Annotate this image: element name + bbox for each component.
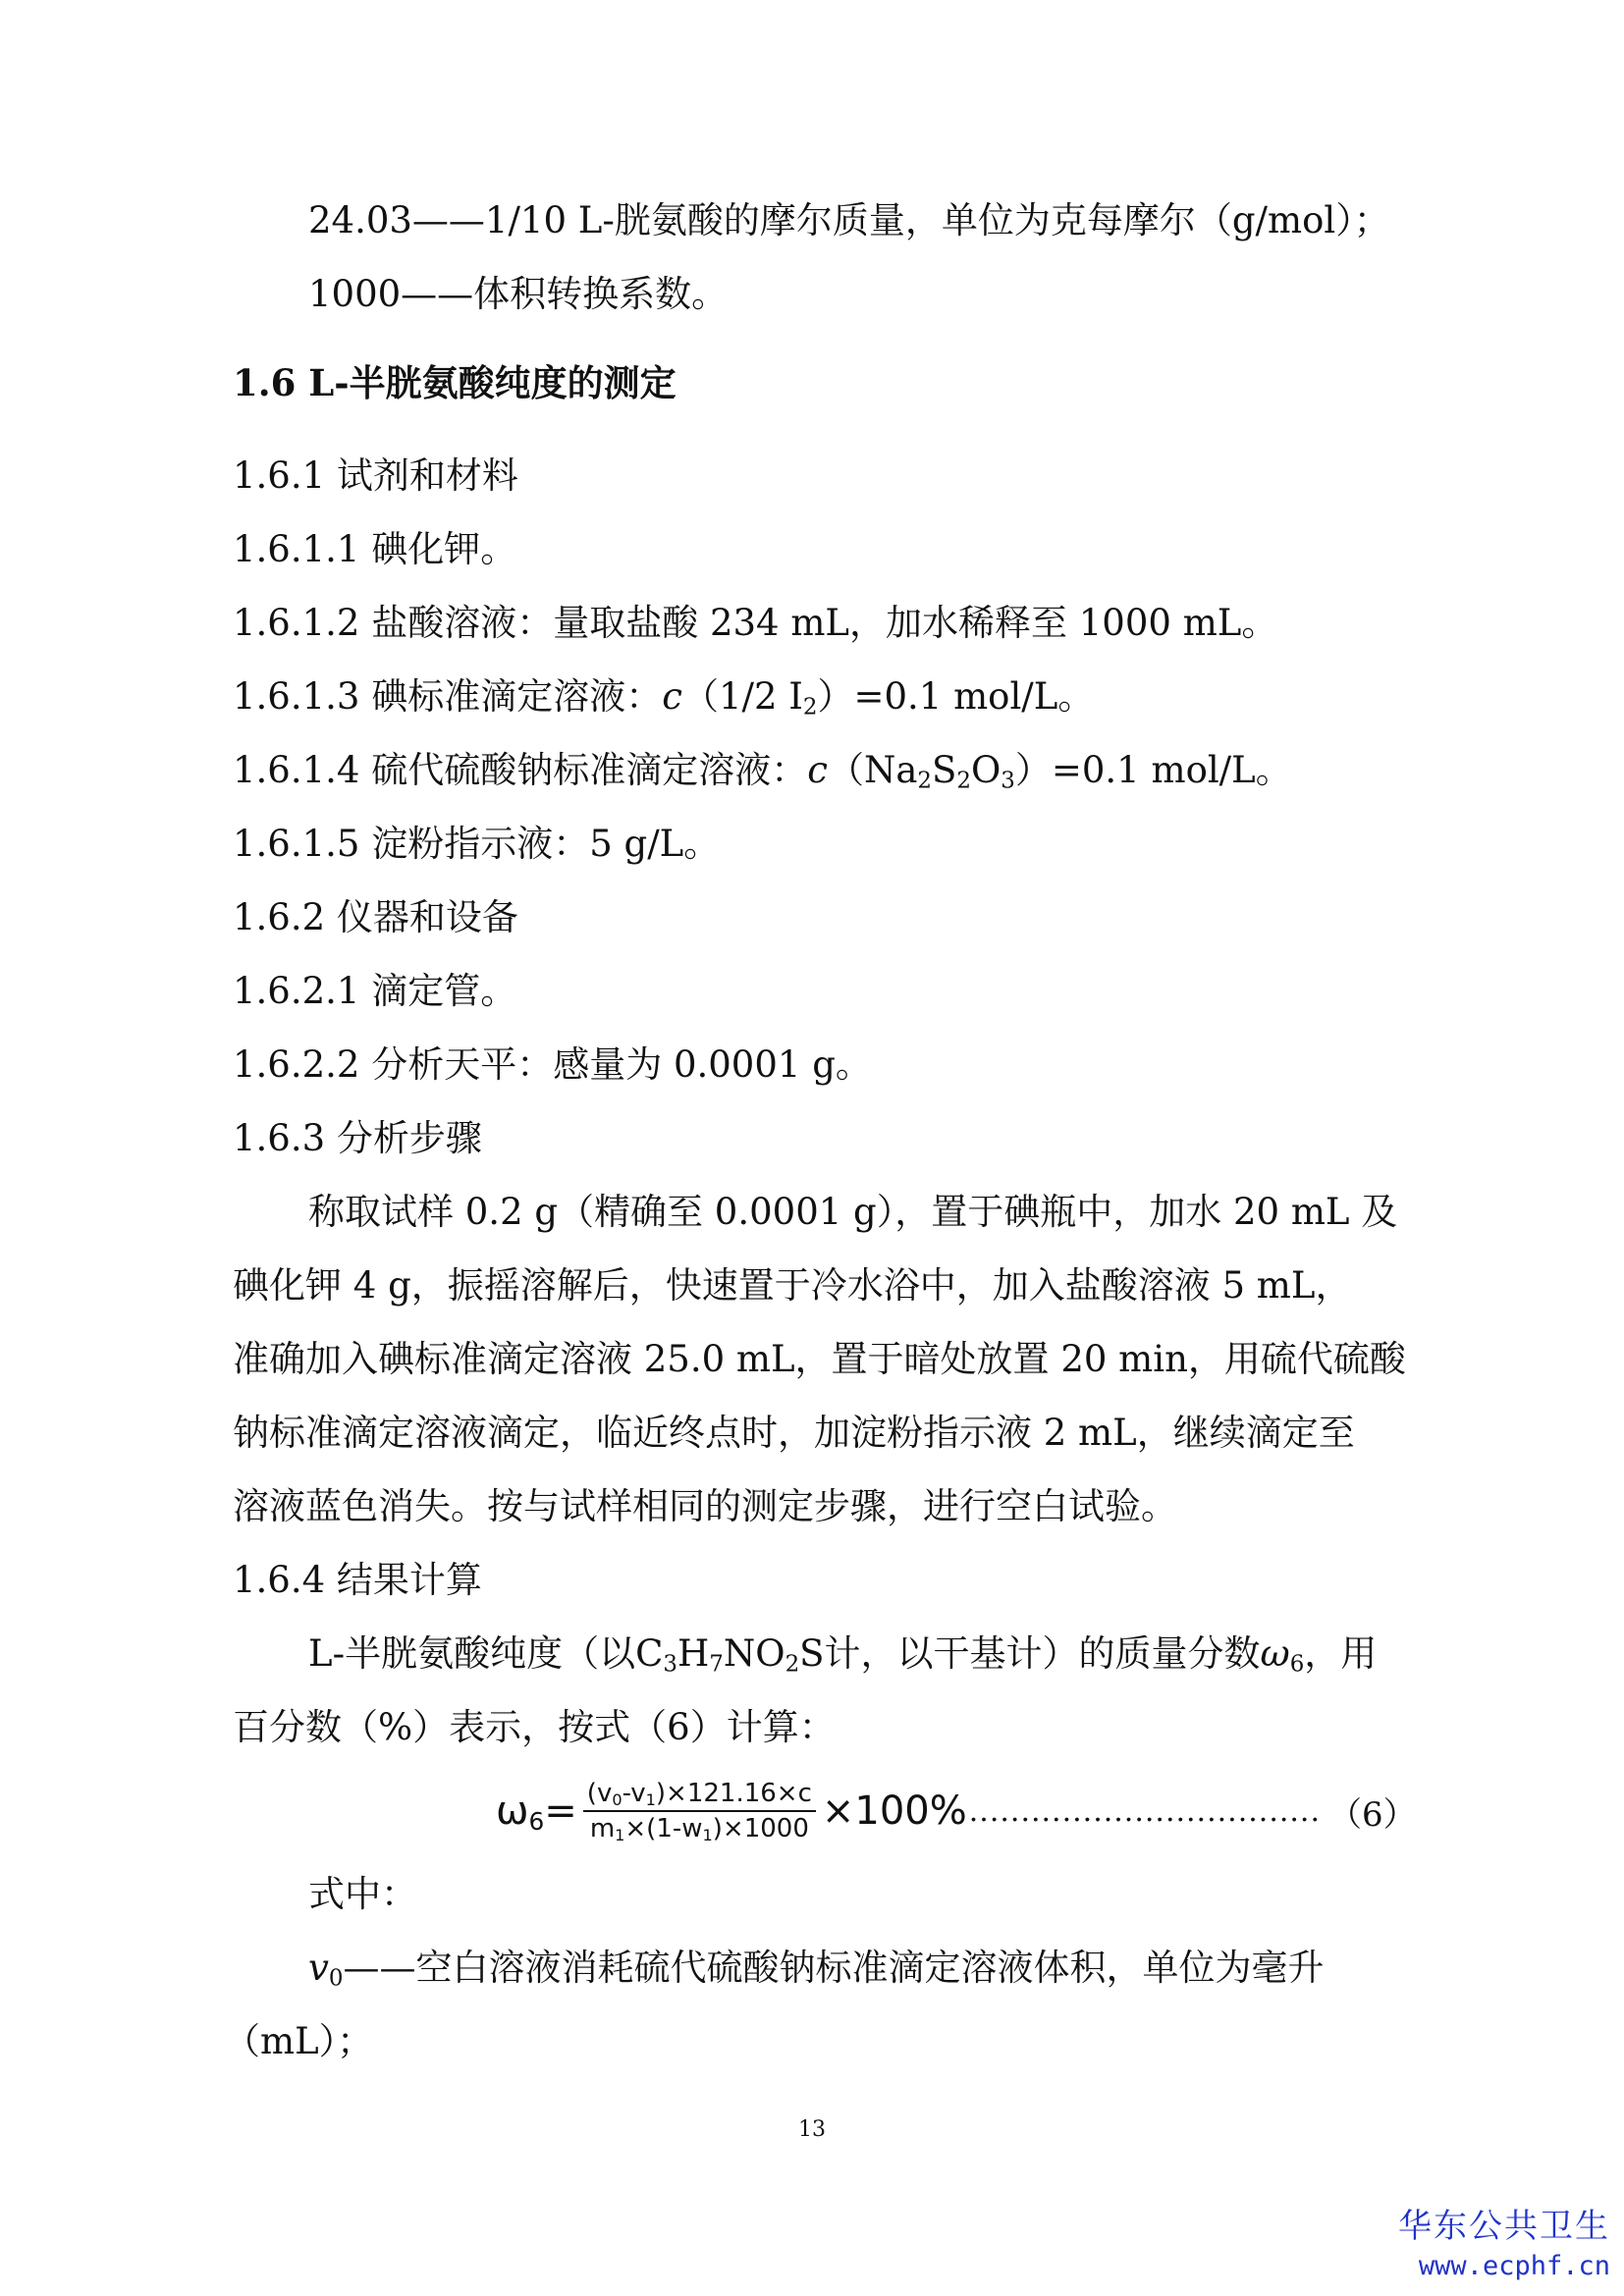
definition-text: ——空白溶液消耗硫代硫酸钠标准滴定溶液体积，单位为毫升 — [343, 1947, 1325, 1989]
subscript: 7 — [709, 1651, 724, 1678]
subscript: 0 — [328, 1965, 344, 1992]
subscript: 1 — [702, 1826, 713, 1845]
subsection-calculation: 1.6.4 结果计算 — [233, 1559, 482, 1601]
numerator-text: )×121.16×c — [655, 1779, 812, 1808]
subsection-reagents: 1.6.1 试剂和材料 — [233, 454, 518, 497]
concentration-symbol: c — [662, 675, 682, 718]
procedure-line: 称取试样 0.2 g（精确至 0.0001 g），置于碘瓶中，加水 20 mL 及 — [308, 1191, 1398, 1233]
denominator-text: )×1000 — [712, 1814, 809, 1843]
section-heading: 1.6 L-半胱氨酸纯度的测定 — [233, 361, 677, 404]
formula-percent: ×100% — [821, 1789, 967, 1834]
item-hcl-solution: 1.6.1.2 盐酸溶液：量取盐酸 234 mL，加水稀释至 1000 mL。 — [233, 602, 1278, 644]
item-starch-indicator: 1.6.1.5 淀粉指示液：5 g/L。 — [233, 823, 721, 865]
numerator-text: -v — [622, 1779, 646, 1808]
subscript: 0 — [612, 1790, 623, 1810]
subscript: 2 — [785, 1651, 800, 1678]
subscript: 2 — [802, 694, 818, 721]
formula-leader-dots: .................................. — [968, 1793, 1321, 1829]
concentration-symbol: c — [807, 749, 828, 791]
omega-symbol: ω — [1260, 1632, 1290, 1675]
variable-symbol: v — [308, 1947, 329, 1989]
fraction-numerator — [583, 1779, 816, 1812]
item-text: 1.6.1.3 碘标准滴定溶液： — [233, 675, 663, 718]
denominator-text: ×(1-w — [624, 1814, 703, 1843]
watermark-url: www.ecphf.cn — [1418, 2251, 1610, 2281]
formula-fraction — [583, 1779, 816, 1843]
purity-formula — [496, 1779, 1417, 1843]
subscript: 1 — [645, 1790, 656, 1810]
procedure-line: 准确加入碘标准滴定溶液 25.0 mL，置于暗处放置 20 min，用硫代硫酸 — [233, 1338, 1406, 1380]
volume-factor-line: 1000——体积转换系数。 — [308, 273, 729, 315]
subscript: 6 — [1289, 1651, 1305, 1678]
intro-text: S计，以干基计）的质量分数 — [799, 1632, 1261, 1675]
subscript: 2 — [956, 768, 971, 794]
subscript: 2 — [917, 768, 932, 794]
procedure-line: 钠标准滴定溶液滴定，临近终点时，加淀粉指示液 2 mL，继续滴定至 — [233, 1412, 1355, 1454]
intro-text: H — [677, 1632, 710, 1675]
item-potassium-iodide: 1.6.1.1 碘化钾。 — [233, 528, 517, 570]
procedure-line: 碘化钾 4 g，振摇溶解后，快速置于冷水浴中，加入盐酸溶液 5 mL， — [233, 1264, 1352, 1307]
watermark-name: 华东公共卫生 — [1398, 2207, 1610, 2246]
watermark — [1398, 2199, 1610, 2281]
procedure-line: 溶液蓝色消失。按与试样相同的测定步骤，进行空白试验。 — [233, 1485, 1177, 1527]
v0-definition — [308, 1947, 1325, 1990]
item-thiosulfate-solution — [233, 749, 1292, 792]
intro-text: L-半胱氨酸纯度（以C — [308, 1632, 664, 1675]
denominator-text: m — [589, 1814, 616, 1843]
equation-number: （6） — [1328, 1794, 1417, 1835]
equals-sign: = — [544, 1789, 577, 1834]
item-text: 1.6.1.4 硫代硫酸钠标准滴定溶液： — [233, 749, 808, 791]
formula-lhs — [496, 1789, 577, 1837]
subsection-procedure: 1.6.3 分析步骤 — [233, 1117, 482, 1159]
molar-mass-line: 24.03——1/10 L-胱氨酸的摩尔质量，单位为克每摩尔（g/mol）； — [308, 199, 1390, 241]
intro-text: ，用 — [1304, 1632, 1378, 1675]
calculation-intro-2: 百分数（%）表示，按式（6）计算： — [233, 1706, 836, 1748]
subscript: 3 — [663, 1651, 677, 1678]
item-iodine-solution — [233, 675, 1094, 719]
item-burette: 1.6.2.1 滴定管。 — [233, 970, 517, 1012]
calculation-intro — [308, 1632, 1377, 1676]
subscript: 3 — [1001, 768, 1015, 794]
omega-symbol: ω — [496, 1789, 529, 1834]
subscript: 1 — [615, 1826, 625, 1845]
item-text: O — [970, 749, 1001, 791]
item-text: （Na — [827, 749, 918, 791]
fraction-denominator — [586, 1812, 813, 1843]
intro-text: NO — [723, 1632, 785, 1675]
item-text: ）=0.1 mol/L。 — [1014, 749, 1292, 791]
item-balance: 1.6.2.2 分析天平：感量为 0.0001 g。 — [233, 1043, 872, 1086]
v0-definition-2: （mL）； — [224, 2020, 374, 2062]
item-text: ）=0.1 mol/L。 — [817, 675, 1095, 718]
item-text: （1/2 I — [681, 675, 803, 718]
subscript: 6 — [528, 1807, 545, 1837]
page-number: 13 — [798, 2117, 826, 2142]
numerator-text: (v — [586, 1779, 613, 1808]
item-text: S — [931, 749, 957, 791]
where-label: 式中： — [308, 1873, 417, 1915]
subsection-instruments: 1.6.2 仪器和设备 — [233, 896, 518, 938]
